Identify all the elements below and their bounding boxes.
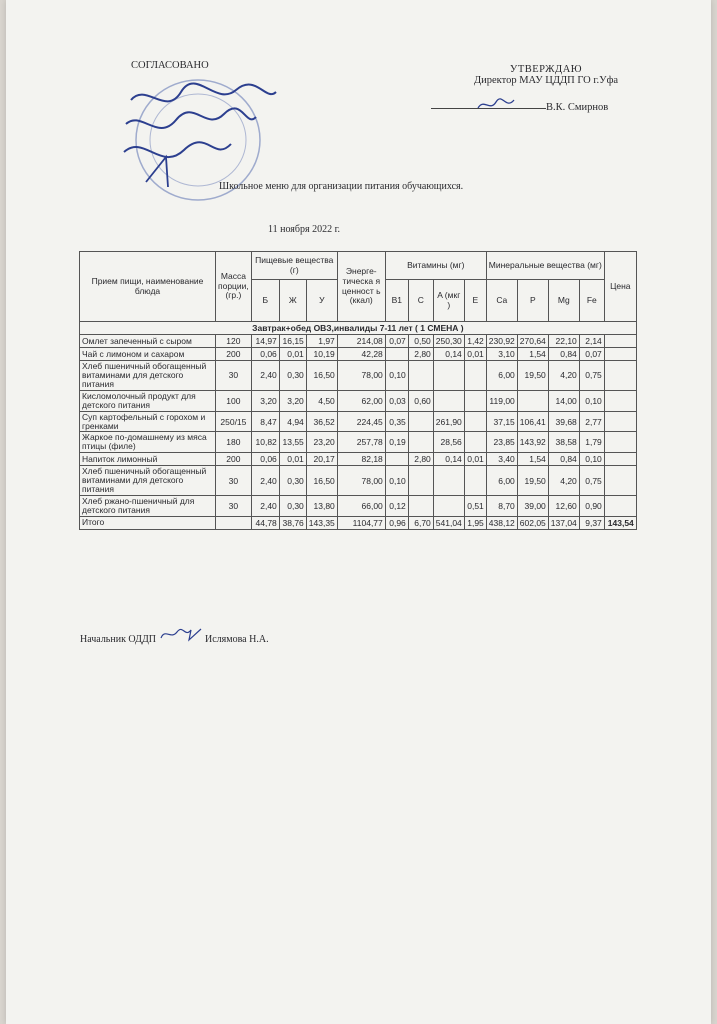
approve-position: Директор МАУ ЦДДП ГО г.Уфа xyxy=(473,75,619,86)
menu-table xyxy=(79,251,637,530)
cell-b: 14,97 xyxy=(251,335,279,348)
cell-a xyxy=(433,466,464,496)
cell-mg: 4,20 xyxy=(548,466,579,496)
cell-p: 19,50 xyxy=(517,466,548,496)
section-row xyxy=(80,322,637,335)
cell-energy: 257,78 xyxy=(337,432,385,453)
cell-fe: 2,14 xyxy=(579,335,604,348)
cell-b1: 0,07 xyxy=(385,335,408,348)
cell-e xyxy=(464,432,486,453)
cell-zh: 0,30 xyxy=(279,466,306,496)
cell-p: 270,64 xyxy=(517,335,548,348)
cell-ca: 230,92 xyxy=(486,335,517,348)
cell-energy: 224,45 xyxy=(337,411,385,432)
cell-a xyxy=(433,361,464,391)
cell-b: 0,06 xyxy=(251,453,279,466)
cell-p: 106,41 xyxy=(517,411,548,432)
dish-mass: 30 xyxy=(216,361,252,391)
cell-fe: 0,10 xyxy=(579,453,604,466)
cell-mg: 4,20 xyxy=(548,361,579,391)
cell-zh: 0,30 xyxy=(279,361,306,391)
total-b: 44,78 xyxy=(251,516,279,529)
total-zh: 38,76 xyxy=(279,516,306,529)
cell-b: 0,06 xyxy=(251,348,279,361)
cell-u: 16,50 xyxy=(306,361,337,391)
cell-b1 xyxy=(385,348,408,361)
cell-e xyxy=(464,361,486,391)
cell-a xyxy=(433,496,464,517)
col-fe: Fe xyxy=(579,280,604,322)
dish-mass: 120 xyxy=(216,335,252,348)
menu-date: 11 ноября 2022 г. xyxy=(268,224,341,235)
dish-name: Кисломолочный продукт для детского питания xyxy=(80,390,216,411)
table-row xyxy=(80,453,637,466)
col-p: P xyxy=(517,280,548,322)
cell-b: 2,40 xyxy=(251,466,279,496)
table-row xyxy=(80,466,637,496)
cell-e xyxy=(464,390,486,411)
cell-ca: 3,10 xyxy=(486,348,517,361)
cell-a xyxy=(433,390,464,411)
cell-c xyxy=(408,432,433,453)
cell-c xyxy=(408,496,433,517)
cell-c: 2,80 xyxy=(408,453,433,466)
total-row xyxy=(80,516,637,529)
cell-ca: 6,00 xyxy=(486,361,517,391)
cell-b: 10,82 xyxy=(251,432,279,453)
col-meal: Прием пищи, наименование блюда xyxy=(80,252,216,322)
cell-mg: 22,10 xyxy=(548,335,579,348)
signature-line xyxy=(431,108,546,109)
cell-p: 19,50 xyxy=(517,361,548,391)
head-signature-icon xyxy=(159,626,203,642)
dish-mass: 250/15 xyxy=(216,411,252,432)
cell-ca: 23,85 xyxy=(486,432,517,453)
table-row xyxy=(80,496,637,517)
cell-p: 39,00 xyxy=(517,496,548,517)
col-price: Цена xyxy=(604,252,636,322)
cell-e: 0,01 xyxy=(464,453,486,466)
cell-zh: 16,15 xyxy=(279,335,306,348)
section-label: Завтрак+обед ОВЗ,инвалиды 7-11 лет ( 1 СМЕНА ) xyxy=(80,322,637,335)
col-mg: Mg xyxy=(548,280,579,322)
cell-ca: 6,00 xyxy=(486,466,517,496)
cell-a: 0,14 xyxy=(433,348,464,361)
cell-b1: 0,35 xyxy=(385,411,408,432)
footer-label: Начальник ОДДП xyxy=(80,634,157,645)
cell-b1: 0,03 xyxy=(385,390,408,411)
cell-u: 1,97 xyxy=(306,335,337,348)
cell-c: 0,50 xyxy=(408,335,433,348)
cell-mg: 39,68 xyxy=(548,411,579,432)
cell-fe: 1,79 xyxy=(579,432,604,453)
dish-name: Напиток лимонный xyxy=(80,453,216,466)
cell-a: 0,14 xyxy=(433,453,464,466)
cell-a: 28,56 xyxy=(433,432,464,453)
cell-zh: 0,30 xyxy=(279,496,306,517)
total-mass xyxy=(216,516,252,529)
cell-c: 0,60 xyxy=(408,390,433,411)
cell-energy: 78,00 xyxy=(337,466,385,496)
total-ca: 438,12 xyxy=(486,516,517,529)
cell-a: 250,30 xyxy=(433,335,464,348)
col-energy: Энерге-тическа я ценност ь (ккал) xyxy=(337,252,385,322)
total-label: Итого xyxy=(80,516,216,529)
cell-zh: 0,01 xyxy=(279,348,306,361)
table-row xyxy=(80,348,637,361)
total-energy: 1104,77 xyxy=(337,516,385,529)
cell-mg: 0,84 xyxy=(548,348,579,361)
dish-name: Жаркое по-домашнему из мяса птицы (филе) xyxy=(80,432,216,453)
total-fe: 9,37 xyxy=(579,516,604,529)
dish-mass: 180 xyxy=(216,432,252,453)
cell-ca: 8,70 xyxy=(486,496,517,517)
col-minerals: Минеральные вещества (мг) xyxy=(486,252,604,280)
cell-e xyxy=(464,411,486,432)
cell-b1: 0,10 xyxy=(385,361,408,391)
cell-b: 2,40 xyxy=(251,496,279,517)
footer-name: Ислямова Н.А. xyxy=(205,634,269,645)
cell-fe: 0,07 xyxy=(579,348,604,361)
page-title: Школьное меню для организации питания обучающихся. xyxy=(219,181,464,192)
cell-e: 1,42 xyxy=(464,335,486,348)
cell-b: 2,40 xyxy=(251,361,279,391)
cell-e xyxy=(464,466,486,496)
col-a: A (мкг ) xyxy=(433,280,464,322)
cell-u: 23,20 xyxy=(306,432,337,453)
cell-u: 13,80 xyxy=(306,496,337,517)
cell-c xyxy=(408,411,433,432)
table-row xyxy=(80,361,637,391)
cell-mg: 0,84 xyxy=(548,453,579,466)
col-b: Б xyxy=(251,280,279,322)
col-ca: Ca xyxy=(486,280,517,322)
cell-price xyxy=(604,361,636,391)
col-e: E xyxy=(464,280,486,322)
col-nutrients: Пищевые вещества (г) xyxy=(251,252,337,280)
cell-fe: 2,77 xyxy=(579,411,604,432)
cell-mg: 38,58 xyxy=(548,432,579,453)
cell-fe: 0,90 xyxy=(579,496,604,517)
cell-price xyxy=(604,335,636,348)
total-u: 143,35 xyxy=(306,516,337,529)
table-row xyxy=(80,390,637,411)
cell-zh: 13,55 xyxy=(279,432,306,453)
cell-energy: 62,00 xyxy=(337,390,385,411)
header-row xyxy=(80,252,637,280)
cell-b: 3,20 xyxy=(251,390,279,411)
cell-price xyxy=(604,453,636,466)
cell-a: 261,90 xyxy=(433,411,464,432)
cell-price xyxy=(604,496,636,517)
cell-price xyxy=(604,411,636,432)
director-name: В.К. Смирнов xyxy=(546,102,609,113)
cell-zh: 0,01 xyxy=(279,453,306,466)
cell-energy: 78,00 xyxy=(337,361,385,391)
dish-mass: 30 xyxy=(216,466,252,496)
cell-ca: 3,40 xyxy=(486,453,517,466)
cell-energy: 214,08 xyxy=(337,335,385,348)
total-p: 602,05 xyxy=(517,516,548,529)
cell-mg: 14,00 xyxy=(548,390,579,411)
dish-name: Хлеб ржано-пшеничный для детского питания xyxy=(80,496,216,517)
cell-b1: 0,10 xyxy=(385,466,408,496)
total-price: 143,54 xyxy=(604,516,636,529)
cell-c xyxy=(408,466,433,496)
total-mg: 137,04 xyxy=(548,516,579,529)
cell-p: 1,54 xyxy=(517,348,548,361)
cell-price xyxy=(604,432,636,453)
col-c: C xyxy=(408,280,433,322)
cell-e: 0,51 xyxy=(464,496,486,517)
cell-fe: 0,75 xyxy=(579,361,604,391)
dish-mass: 200 xyxy=(216,348,252,361)
total-a: 541,04 xyxy=(433,516,464,529)
dish-mass: 30 xyxy=(216,496,252,517)
cell-u: 16,50 xyxy=(306,466,337,496)
cell-b: 8,47 xyxy=(251,411,279,432)
cell-p xyxy=(517,390,548,411)
dish-name: Хлеб пшеничный обогащенный витаминами для детского питания xyxy=(80,466,216,496)
total-b1: 0,96 xyxy=(385,516,408,529)
cell-u: 4,50 xyxy=(306,390,337,411)
cell-price xyxy=(604,390,636,411)
dish-name: Хлеб пшеничный обогащенный витаминами для детского питания xyxy=(80,361,216,391)
table-row xyxy=(80,411,637,432)
director-signature-icon xyxy=(476,96,516,114)
cell-p: 143,92 xyxy=(517,432,548,453)
approval-block xyxy=(446,64,646,86)
dish-name: Чай с лимоном и сахаром xyxy=(80,348,216,361)
dish-name: Суп картофельный с горохом и гренками xyxy=(80,411,216,432)
cell-zh: 3,20 xyxy=(279,390,306,411)
table-row xyxy=(80,432,637,453)
cell-p: 1,54 xyxy=(517,453,548,466)
col-vitamins: Витамины (мг) xyxy=(385,252,486,280)
col-u: У xyxy=(306,280,337,322)
cell-b1: 0,12 xyxy=(385,496,408,517)
cell-energy: 82,18 xyxy=(337,453,385,466)
cell-zh: 4,94 xyxy=(279,411,306,432)
cell-e: 0,01 xyxy=(464,348,486,361)
approved-left-label: СОГЛАСОВАНО xyxy=(131,60,209,71)
total-c: 6,70 xyxy=(408,516,433,529)
cell-c: 2,80 xyxy=(408,348,433,361)
cell-price xyxy=(604,466,636,496)
cell-fe: 0,75 xyxy=(579,466,604,496)
col-zh: Ж xyxy=(279,280,306,322)
cell-mg: 12,60 xyxy=(548,496,579,517)
cell-fe: 0,10 xyxy=(579,390,604,411)
cell-u: 10,19 xyxy=(306,348,337,361)
approve-title: УТВЕРЖДАЮ xyxy=(509,64,583,75)
table-row xyxy=(80,335,637,348)
footer xyxy=(80,626,269,645)
col-b1: B1 xyxy=(385,280,408,322)
cell-ca: 37,15 xyxy=(486,411,517,432)
cell-b1 xyxy=(385,453,408,466)
cell-c xyxy=(408,361,433,391)
cell-b1: 0,19 xyxy=(385,432,408,453)
cell-ca: 119,00 xyxy=(486,390,517,411)
cell-energy: 42,28 xyxy=(337,348,385,361)
cell-u: 20,17 xyxy=(306,453,337,466)
cell-energy: 66,00 xyxy=(337,496,385,517)
dish-mass: 100 xyxy=(216,390,252,411)
col-mass: Масса порции, (гр.) xyxy=(216,252,252,322)
cell-price xyxy=(604,348,636,361)
dish-mass: 200 xyxy=(216,453,252,466)
cell-u: 36,52 xyxy=(306,411,337,432)
total-e: 1,95 xyxy=(464,516,486,529)
dish-name: Омлет запеченный с сыром xyxy=(80,335,216,348)
